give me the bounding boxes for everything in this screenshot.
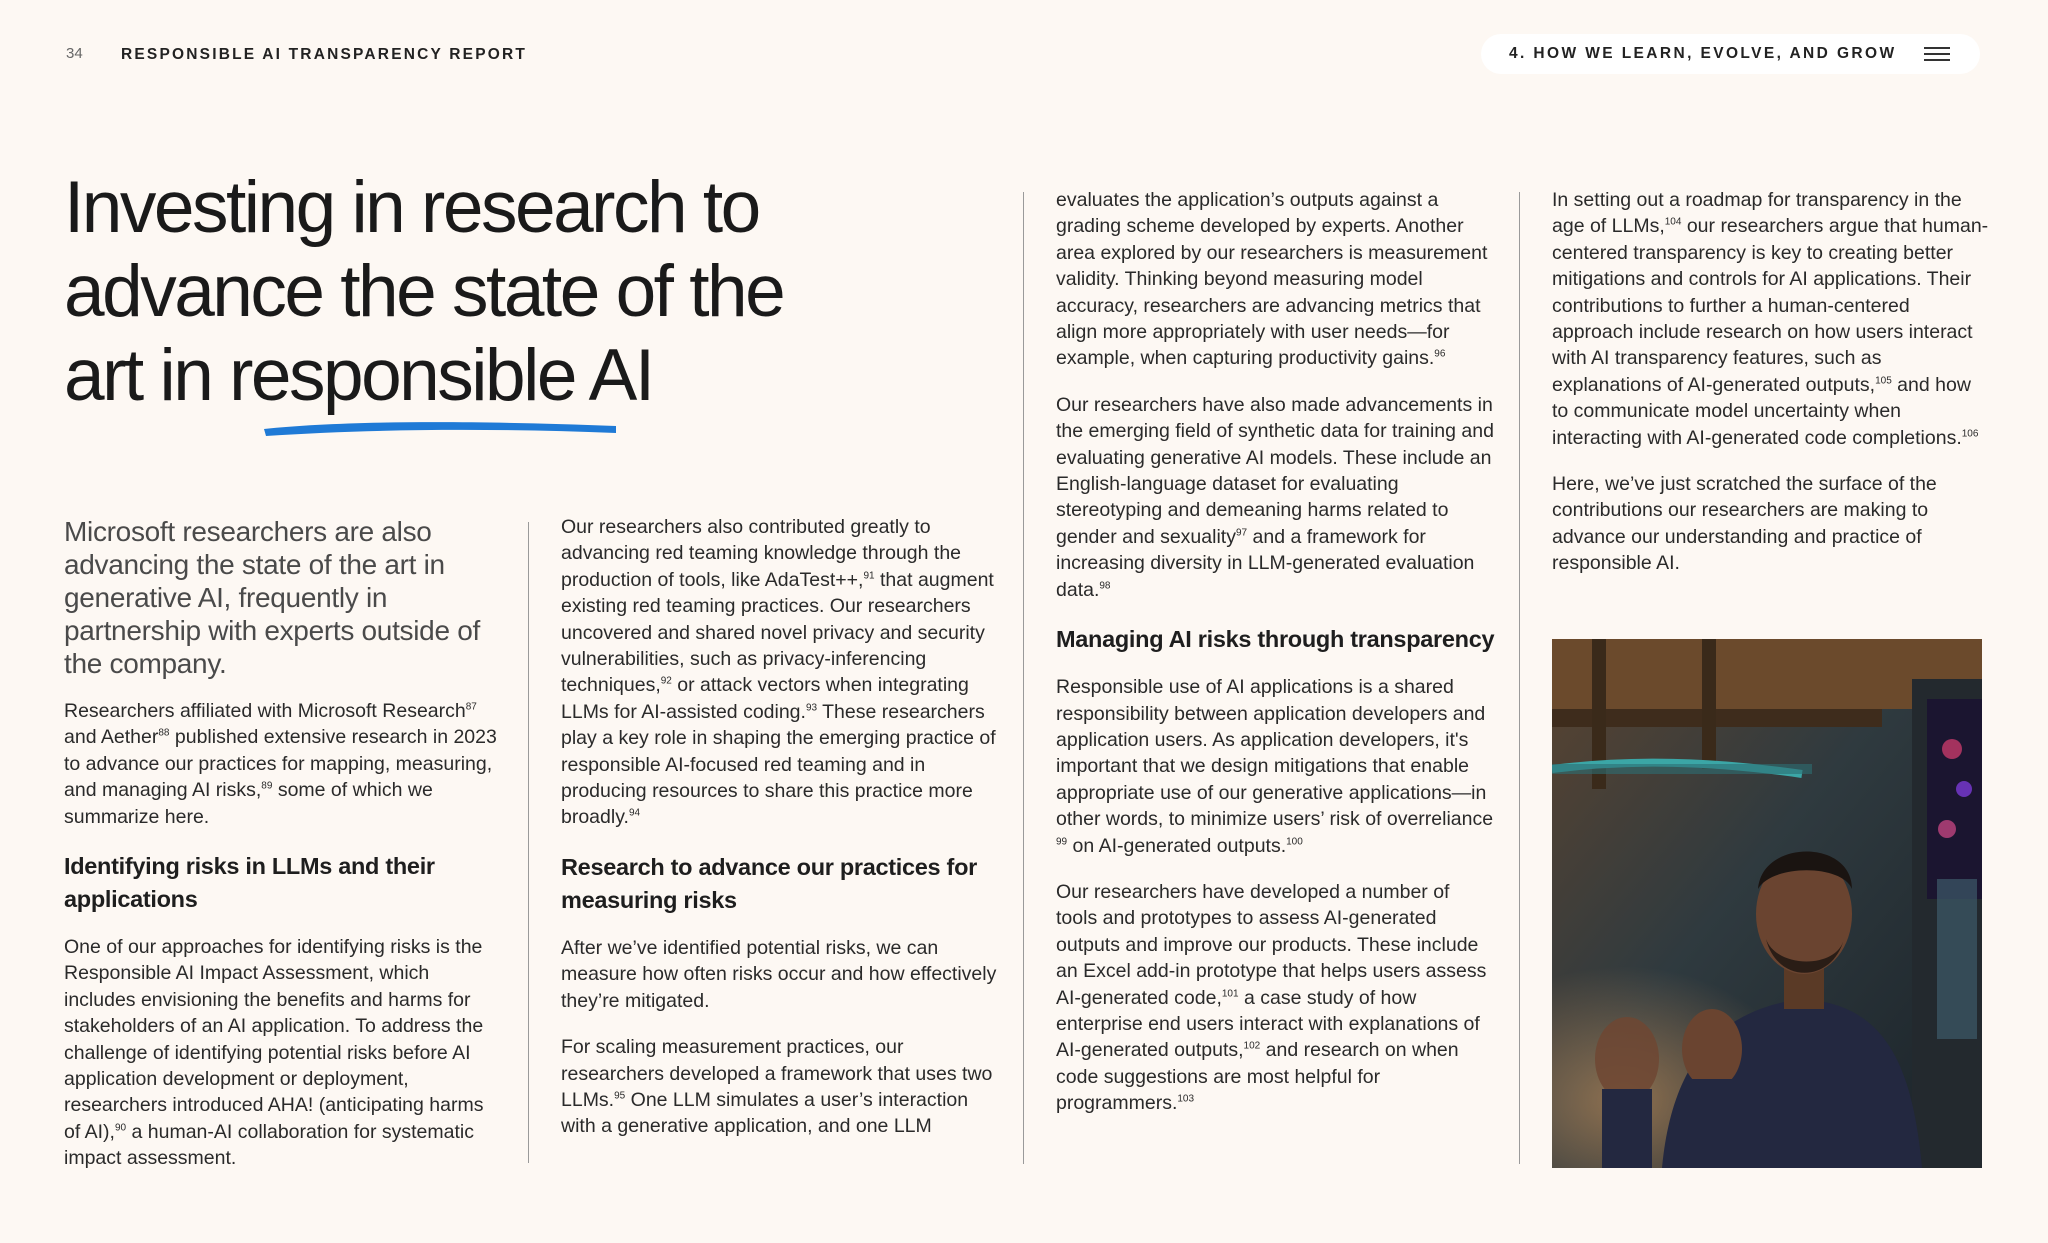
paragraph: After we’ve identified potential risks, we can measure how often risks occur and how effectively they’re mitigated.: [561, 936, 997, 1012]
footnote-ref[interactable]: 93: [805, 702, 818, 714]
footnote-ref[interactable]: 89: [261, 780, 273, 792]
section-nav-pill[interactable]: [1481, 34, 1980, 74]
paragraph: One of our approaches for identifying risks is the Responsible AI Impact Assessment, which includes envisioning the benefits and harms for stakeholders of an AI application. To address the challenge of identifying potential risks before AI application development or deployment, researchers introduced AHA! (anticipating harms of AI),$^{90}$ a human-AI collaboration for systematic impact assessment.: [64, 936, 484, 1170]
footnote-ref[interactable]: 87: [465, 701, 477, 713]
footnote-ref[interactable]: 100: [1286, 836, 1303, 848]
footnote-ref[interactable]: 98: [1099, 580, 1111, 592]
footnote-ref[interactable]: 96: [1434, 348, 1446, 360]
footnote-ref[interactable]: 92: [660, 675, 672, 687]
section-heading: Research to advance our practices for measuring risks: [561, 853, 977, 913]
brush-underline: [260, 412, 620, 442]
column-2: [561, 514, 1001, 1160]
researcher-photo: [1552, 639, 1982, 1168]
footnote-ref[interactable]: 88: [158, 727, 170, 739]
paragraph: Our researchers have also made advancements in the emerging field of synthetic data for training and evaluating generative AI models. These include an English-language dataset for evaluating stereotyping and demeaning harms related to gender and sexuality$^{97}$ and a framework for increasing diversity in LLM-generated evaluation data.$^{98}$: [1056, 393, 1494, 601]
section-heading: Managing AI risks through transparency: [1056, 626, 1495, 653]
footnote-ref[interactable]: 102: [1243, 1040, 1261, 1052]
column-3: [1056, 187, 1496, 1137]
intro-paragraph: Microsoft researchers are also advancing the state of the art in generative AI, frequently in partnership with experts outside of the company.: [64, 516, 480, 679]
column-4: [1552, 187, 1992, 597]
paragraph: Here, we’ve just scratched the surface of the contributions our researchers are making to advance our understanding and practice of responsible AI.: [1552, 473, 1937, 575]
paragraph: In setting out a roadmap for transparency in the age of LLMs,$^{104}$ our researchers argue that human-centered transparency is key to creating better mitigations and controls for AI applications. Their contributions to further a human-centered approach include research on how users interact with AI transparency features, such as explanations of AI-generated outputs,$^{105}$ and how to communicate model uncertainty when interacting with AI-generated code completions.$^{106}$: [1552, 189, 1989, 449]
paragraph: evaluates the application’s outputs against a grading scheme developed by experts. Another area explored by our researchers is measurement validity. Thinking beyond measuring model accuracy, researchers are advancing metrics that align more appropriately with user needs—for example, when capturing productivity gains.$^{96}$: [1056, 189, 1488, 370]
headline-line-1: Investing in research to: [64, 167, 759, 248]
footnote-ref[interactable]: 106: [1961, 428, 1979, 440]
page-headline: [64, 166, 824, 418]
footnote-ref[interactable]: 104: [1664, 216, 1682, 228]
paragraph: For scaling measurement practices, our researchers developed a framework that uses two LLMs.$^{95}$ One LLM simulates a user’s interaction with a generative application, and one LLM: [561, 1036, 993, 1138]
column-divider: [1519, 192, 1520, 1164]
headline-line-3: art in responsible AI: [64, 335, 653, 416]
column-divider: [528, 522, 529, 1163]
report-title[interactable]: RESPONSIBLE AI TRANSPARENCY REPORT: [121, 46, 528, 63]
footnote-ref[interactable]: 95: [614, 1090, 626, 1102]
paragraph: Responsible use of AI applications is a shared responsibility between application developers and application users. As application developers, it's important that we design mitigations that enable appropriate use of our generative applications—in other words, to minimize users’ risk of overreliance $^{99}$ on AI-generated outputs.$^{100}$: [1056, 676, 1494, 857]
paragraph: Our researchers also contributed greatly to advancing red teaming knowledge through the production of tools, like AdaTest++,$^{91}$ that augment existing red teaming practices. Our researchers uncovered and shared novel privacy and security vulnerabilities, such as privacy-inferencing techniques,$^{92}$ or attack vectors when integrating LLMs for AI-assisted coding.$^{93}$ These researchers play a key role in shaping the emerging practice of responsible AI-focused red teaming and in producing resources to share this practice more broadly.$^{94}$: [561, 516, 996, 829]
footnote-ref[interactable]: 103: [1177, 1093, 1195, 1105]
column-1: [64, 515, 504, 1192]
paragraph: Our researchers have developed a number of tools and prototypes to assess AI-generated outputs and improve our products. These include an Excel add-in prototype that helps users assess AI-generated code,$^{101}$ a case study of how enterprise end users interact with explanations of AI-generated outputs,$^{102}$ and research on when code suggestions are most helpful for programmers.$^{103}$: [1056, 880, 1487, 1115]
footnote-ref[interactable]: 101: [1221, 988, 1239, 1000]
headline-line-2: advance the state of the: [64, 251, 784, 332]
footnote-ref[interactable]: 90: [114, 1122, 127, 1134]
section-heading: Identifying risks in LLMs and their applications: [64, 853, 435, 913]
page-number: 34: [66, 45, 83, 62]
footnote-ref[interactable]: 97: [1235, 527, 1248, 539]
hamburger-menu-icon[interactable]: [1924, 47, 1950, 62]
footnote-ref[interactable]: 91: [863, 570, 875, 582]
paragraph: Researchers affiliated with Microsoft Research$^{87}$ and Aether$^{88}$ published extensive research in 2023 to advance our practices for mapping, measuring, and managing AI risks,$^{89}$ some of which we summarize here.: [64, 700, 497, 828]
footnote-ref[interactable]: 105: [1875, 375, 1892, 387]
section-title[interactable]: 4. HOW WE LEARN, EVOLVE, AND GROW: [1509, 45, 1897, 62]
footnote-ref[interactable]: 94: [628, 807, 641, 819]
footnote-ref[interactable]: 99: [1056, 836, 1068, 848]
column-divider: [1023, 192, 1024, 1164]
